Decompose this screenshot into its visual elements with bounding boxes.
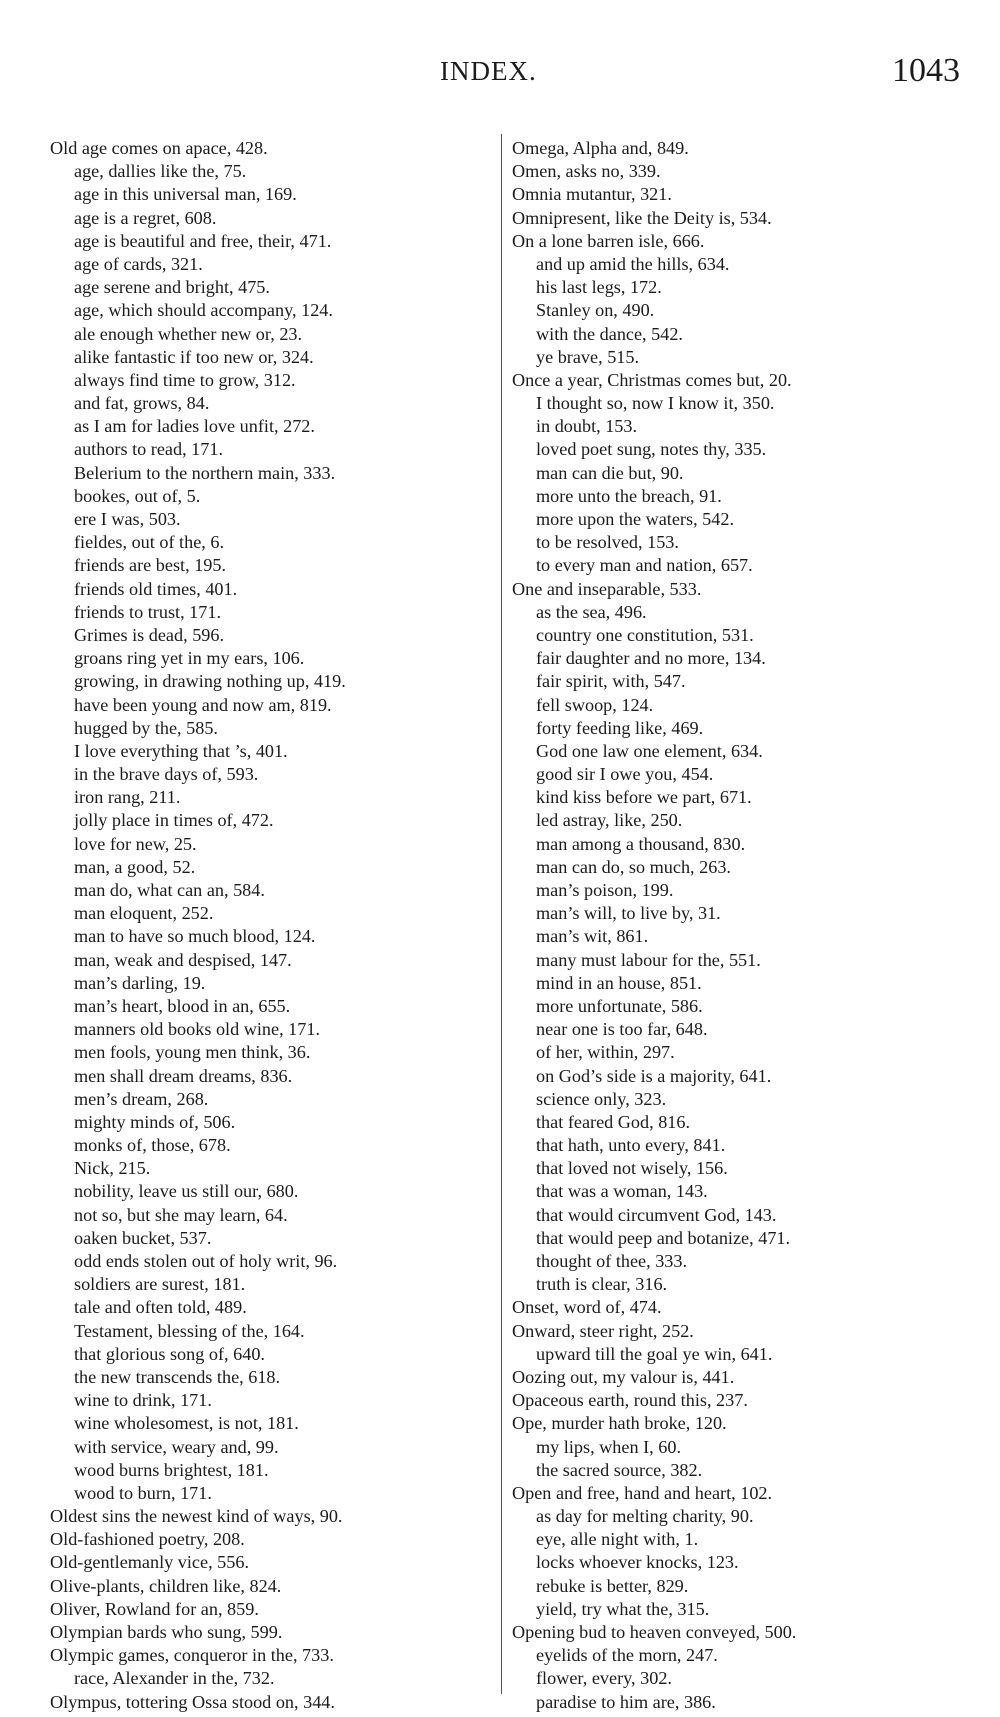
index-subentry: age, dallies like the, 75. (74, 161, 247, 182)
left-index-column (50, 137, 490, 1714)
index-subentry: bookes, out of, 5. (74, 485, 201, 506)
index-subentry: man among a thousand, 830. (536, 833, 746, 854)
index-subentry: man do, what can an, 584. (74, 880, 265, 900)
index-subentry: in the brave days of, 593. (74, 764, 259, 785)
index-entry: Ope, murder hath broke, 120. (512, 1413, 727, 1434)
index-subentry: that was a woman, 143. (536, 1181, 708, 1202)
index-entry: Oozing out, my valour is, 441. (512, 1366, 735, 1387)
index-subentry: monks of, those, 678. (74, 1135, 231, 1156)
index-subentry: love for new, 25. (74, 833, 197, 854)
index-entry: On a lone barren isle, 666. (512, 230, 705, 251)
index-entry: Old-gentlemanly vice, 556. (50, 1552, 249, 1573)
index-subentry: age serene and bright, 475. (74, 277, 270, 298)
index-subentry: soldiers are surest, 181. (74, 1274, 246, 1295)
index-entry: Omnia mutantur, 321. (512, 184, 672, 205)
index-subentry: to every man and nation, 657. (536, 555, 753, 576)
index-entry: Onward, steer right, 252. (512, 1320, 694, 1341)
index-entry: Open and free, hand and heart, 102. (512, 1482, 773, 1503)
index-subentry: more upon the waters, 542. (536, 509, 734, 529)
index-subentry: wood burns brightest, 181. (74, 1459, 269, 1480)
index-subentry: age, which should accompany, 124. (74, 300, 333, 321)
index-subentry: kind kiss before we part, 671. (536, 787, 752, 808)
index-subentry: man’s wit, 861. (536, 926, 649, 947)
index-subentry: have been young and now am, 819. (74, 694, 332, 715)
index-entry: Opaceous earth, round this, 237. (512, 1390, 748, 1411)
index-subentry: odd ends stolen out of holy writ, 96. (74, 1251, 338, 1271)
index-subentry: wine wholesomest, is not, 181. (74, 1413, 299, 1434)
index-entry: Once a year, Christmas comes but, 20. (512, 369, 792, 390)
index-subentry: men shall dream dreams, 836. (74, 1065, 293, 1086)
index-subentry: wine to drink, 171. (74, 1390, 212, 1411)
index-subentry: friends old times, 401. (74, 578, 238, 599)
index-subentry: fieldes, out of the, 6. (74, 532, 225, 553)
index-subentry: upward till the goal ye win, 641. (536, 1343, 773, 1364)
index-entry: Omnipresent, like the Deity is, 534. (512, 207, 772, 228)
index-subentry: led astray, like, 250. (536, 810, 683, 831)
right-index-column (512, 137, 962, 1714)
index-subentry: the new transcends the, 618. (74, 1366, 281, 1387)
page-number: 1043 (892, 52, 960, 89)
index-subentry: men’s dream, 268. (74, 1088, 209, 1109)
index-subentry: ere I was, 503. (74, 509, 181, 529)
index-entry: Olympic games, conqueror in the, 733. (50, 1645, 334, 1666)
index-subentry: Stanley on, 490. (536, 300, 655, 321)
index-subentry: as I am for ladies love unfit, 272. (74, 416, 315, 437)
index-subentry: fair spirit, with, 547. (536, 671, 686, 692)
index-subentry: God one law one element, 634. (536, 740, 763, 761)
index-subentry: Grimes is dead, 596. (74, 624, 225, 645)
index-subentry: man’s heart, blood in an, 655. (74, 995, 291, 1016)
index-subentry: ye brave, 515. (536, 346, 640, 367)
index-subentry: mighty minds of, 506. (74, 1111, 236, 1132)
index-subentry: man’s poison, 199. (536, 880, 674, 900)
index-subentry: wood to burn, 171. (74, 1482, 212, 1503)
index-subentry: not so, but she may learn, 64. (74, 1204, 288, 1225)
index-subentry: the sacred source, 382. (536, 1459, 703, 1480)
index-subentry: nobility, leave us still our, 680. (74, 1181, 299, 1202)
index-subentry: his last legs, 172. (536, 277, 662, 298)
index-subentry: hugged by the, 585. (74, 717, 218, 738)
index-subentry: country one constitution, 531. (536, 624, 754, 645)
index-subentry: Testament, blessing of the, 164. (74, 1320, 305, 1341)
index-subentry: alike fantastic if too new or, 324. (74, 346, 314, 367)
index-subentry: my lips, when I, 60. (536, 1436, 681, 1457)
index-entry: Old-fashioned poetry, 208. (50, 1529, 245, 1550)
index-subentry: I thought so, now I know it, 350. (536, 393, 775, 414)
index-entry: Olympian bards who sung, 599. (50, 1622, 283, 1642)
index-subentry: man to have so much blood, 124. (74, 926, 316, 947)
index-subentry: fell swoop, 124. (536, 694, 654, 715)
index-entry: Omen, asks no, 339. (512, 161, 661, 182)
index-subentry: that hath, unto every, 841. (536, 1135, 726, 1156)
index-subentry: that would circumvent God, 143. (536, 1204, 777, 1225)
index-subentry: as day for melting charity, 90. (536, 1506, 754, 1527)
index-entry: Olympus, tottering Ossa stood on, 344. (50, 1691, 335, 1712)
index-subentry: forty feeding like, 469. (536, 717, 704, 738)
index-entry: Olive-plants, children like, 824. (50, 1575, 282, 1596)
index-subentry: always find time to grow, 312. (74, 369, 296, 390)
index-subentry: man’s darling, 19. (74, 972, 206, 993)
index-subentry: friends are best, 195. (74, 555, 227, 576)
index-subentry: loved poet sung, notes thy, 335. (536, 439, 767, 460)
index-subentry: age in this universal man, 169. (74, 184, 297, 205)
index-subentry: age is a regret, 608. (74, 207, 217, 228)
index-subentry: fair daughter and no more, 134. (536, 648, 766, 669)
index-subentry: man’s will, to live by, 31. (536, 903, 721, 924)
index-subentry: many must labour for the, 551. (536, 949, 761, 970)
index-subentry: Belerium to the northern main, 333. (74, 462, 336, 483)
index-subentry: oaken bucket, 537. (74, 1227, 212, 1248)
index-subentry: manners old books old wine, 171. (74, 1019, 321, 1040)
index-subentry: friends to trust, 171. (74, 601, 222, 622)
index-subentry: man, weak and despised, 147. (74, 949, 292, 970)
index-subentry: growing, in drawing nothing up, 419. (74, 671, 346, 692)
index-subentry: age is beautiful and free, their, 471. (74, 230, 332, 251)
index-subentry: iron rang, 211. (74, 787, 181, 808)
index-subentry: mind in an house, 851. (536, 972, 702, 993)
index-subentry: man, a good, 52. (74, 856, 196, 877)
index-subentry: man can do, so much, 263. (536, 856, 731, 877)
index-subentry: that would peep and botanize, 471. (536, 1227, 791, 1248)
index-subentry: near one is too far, 648. (536, 1019, 708, 1040)
index-subentry: that feared God, 816. (536, 1111, 691, 1132)
index-subentry: and up amid the hills, 634. (536, 253, 730, 274)
page-header (0, 52, 1000, 96)
index-subentry: truth is clear, 316. (536, 1274, 668, 1295)
index-subentry: authors to read, 171. (74, 439, 223, 460)
index-subentry: thought of thee, 333. (536, 1251, 688, 1271)
index-subentry: groans ring yet in my ears, 106. (74, 648, 305, 669)
index-subentry: eye, alle night with, 1. (536, 1529, 699, 1550)
index-subentry: yield, try what the, 315. (536, 1598, 710, 1619)
index-subentry: to be resolved, 153. (536, 532, 679, 553)
index-subentry: man can die but, 90. (536, 462, 684, 483)
index-entry: One and inseparable, 533. (512, 578, 702, 599)
index-subentry: with the dance, 542. (536, 323, 683, 344)
index-entry: Omega, Alpha and, 849. (512, 138, 689, 158)
index-subentry: in doubt, 153. (536, 416, 638, 437)
index-subentry: I love everything that ’s, 401. (74, 740, 288, 761)
index-subentry: that loved not wisely, 156. (536, 1158, 728, 1179)
index-entry: Old age comes on apace, 428. (50, 138, 268, 158)
index-subentry: and fat, grows, 84. (74, 393, 210, 414)
index-subentry: with service, weary and, 99. (74, 1436, 279, 1457)
index-entry: Onset, word of, 474. (512, 1297, 662, 1318)
index-subentry: more unfortunate, 586. (536, 995, 703, 1016)
index-subentry: as the sea, 496. (536, 601, 647, 622)
index-subentry: rebuke is better, 829. (536, 1575, 689, 1596)
index-subentry: locks whoever knocks, 123. (536, 1552, 739, 1573)
index-subentry: science only, 323. (536, 1088, 667, 1109)
page-title: INDEX. (440, 56, 537, 86)
index-subentry: age of cards, 321. (74, 253, 203, 274)
index-subentry: paradise to him are, 386. (536, 1691, 716, 1712)
column-divider (501, 134, 502, 1694)
index-subentry: eyelids of the morn, 247. (536, 1645, 718, 1666)
index-subentry: race, Alexander in the, 732. (74, 1668, 275, 1689)
index-subentry: Nick, 215. (74, 1158, 151, 1179)
index-subentry: men fools, young men think, 36. (74, 1042, 311, 1063)
index-subentry: more unto the breach, 91. (536, 485, 722, 506)
index-subentry: tale and often told, 489. (74, 1297, 247, 1318)
index-subentry: man eloquent, 252. (74, 903, 214, 924)
index-subentry: of her, within, 297. (536, 1042, 675, 1063)
index-entry: Oliver, Rowland for an, 859. (50, 1598, 259, 1619)
index-entry: Opening bud to heaven conveyed, 500. (512, 1622, 797, 1642)
index-subentry: good sir I owe you, 454. (536, 764, 714, 785)
index-subentry: flower, every, 302. (536, 1668, 672, 1689)
index-subentry: on God’s side is a majority, 641. (536, 1065, 772, 1086)
index-entry: Oldest sins the newest kind of ways, 90. (50, 1506, 343, 1527)
index-subentry: that glorious song of, 640. (74, 1343, 265, 1364)
index-subentry: jolly place in times of, 472. (74, 810, 274, 831)
index-subentry: ale enough whether new or, 23. (74, 323, 303, 344)
